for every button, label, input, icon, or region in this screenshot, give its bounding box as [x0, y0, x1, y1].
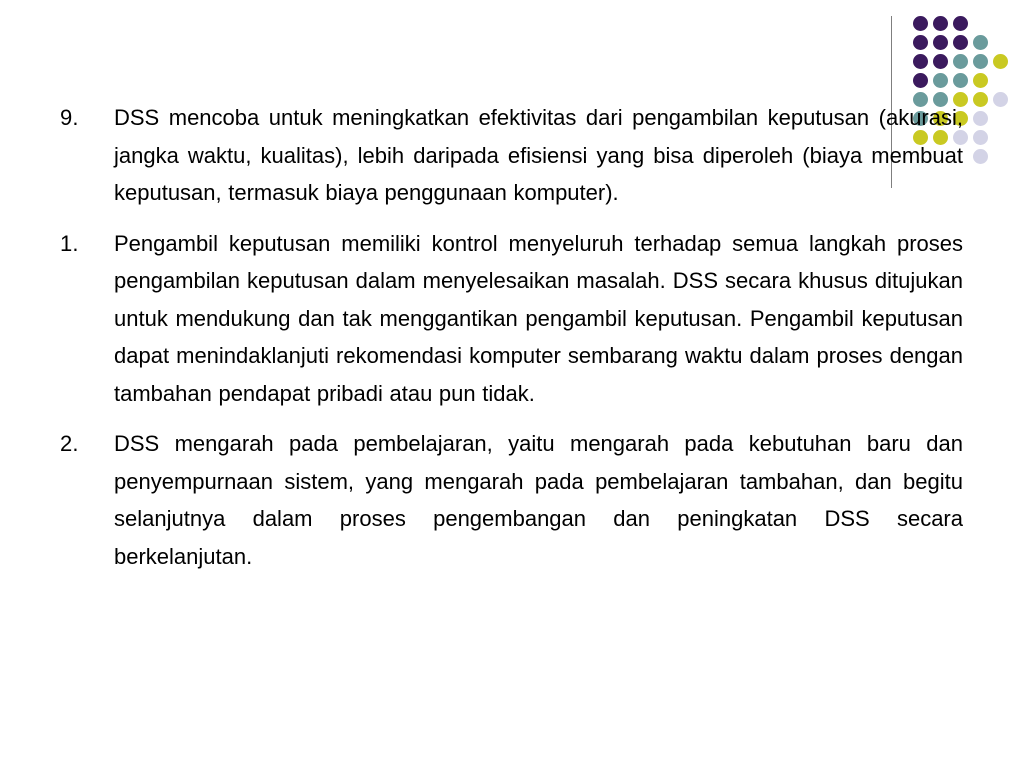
list-item-text: Pengambil keputusan memiliki kontrol menyeluruh terhadap semua langkah proses pengambilan keputusan dalam menyelesaikan masalah. DSS secara khusus ditujukan untuk mendukung dan tak menggantikan pengambil keputusan. Pengambil keputusan dapat menindaklanjuti rekomendasi komputer sembarang waktu dalam proses dengan tambahan pendapat pribadi atau pun tidak. — [114, 230, 963, 406]
decorative-dot — [973, 73, 988, 88]
list-item-number: 1. — [60, 230, 79, 256]
decorative-dot — [953, 35, 968, 50]
decorative-dot — [993, 54, 1008, 69]
decorative-dot — [953, 16, 968, 31]
list-item-number: 2. — [60, 431, 79, 456]
decorative-dot — [913, 73, 928, 88]
decorative-dot — [993, 92, 1008, 107]
decorative-dot — [933, 54, 948, 69]
list-item-number: 9. — [60, 105, 79, 130]
decorative-dot — [973, 111, 988, 126]
decorative-dot — [913, 16, 928, 31]
decorative-dot — [933, 35, 948, 50]
decorative-dot — [973, 92, 988, 107]
decorative-dot — [973, 54, 988, 69]
decorative-dot — [953, 73, 968, 88]
list-item — [60, 425, 963, 575]
decorative-dot — [953, 54, 968, 69]
decorative-dot — [933, 16, 948, 31]
list-item-text: DSS mencoba untuk meningkatkan efektivitas dari pengambilan keputusan (akurasi, jangka waktu, kualitas), lebih daripada efisiensi yang bisa diperoleh (biaya membuat keputusan, termasuk biaya penggunaan komputer). — [114, 105, 963, 205]
decorative-dot — [973, 130, 988, 145]
decorative-dot — [913, 54, 928, 69]
decorative-dot — [933, 73, 948, 88]
list-item — [60, 99, 963, 212]
list-item — [60, 225, 963, 413]
decorative-dot — [973, 149, 988, 164]
decorative-dot — [913, 35, 928, 50]
slide-body — [60, 99, 963, 588]
list-item-text: DSS mengarah pada pembelajaran, yaitu mengarah pada kebutuhan baru dan penyempurnaan sistem, yang mengarah pada pembelajaran tambahan, dan begitu selanjutnya dalam proses pengembangan dan peningkatan DSS secara berkelanjutan. — [114, 431, 963, 569]
decorative-dot — [973, 35, 988, 50]
